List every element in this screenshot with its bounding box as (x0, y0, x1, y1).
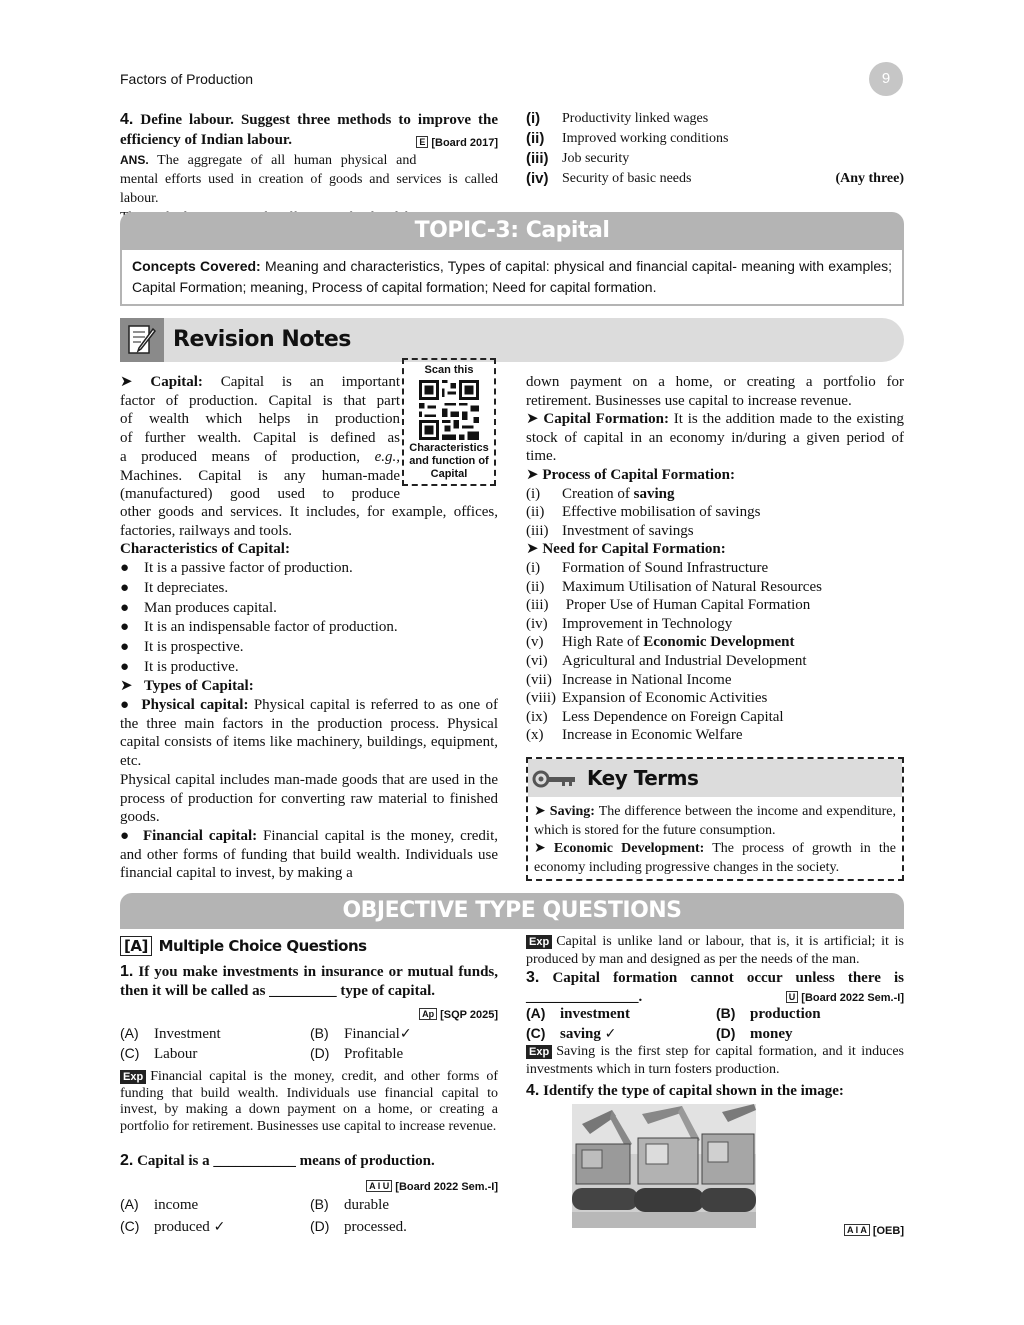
question-number: 4. (120, 111, 134, 128)
ai-understand-icon: A I U (366, 1180, 392, 1192)
running-header-title: Factors of Production (120, 71, 254, 87)
apply-icon: Ap (419, 1008, 437, 1020)
page-number: 9 (869, 62, 903, 96)
qr-code-box[interactable] (402, 358, 496, 486)
list-item: (iv) Improvement in Technology (526, 615, 733, 632)
check-mark-icon: ✓ (604, 1026, 617, 1042)
right-column-notes: down payment on a home, or creating a portfolio for retirement. Businesses use capital to increase revenue. ➤ Capital Formation: It is the addition made to the existing stock of capital in an economy in/during a given period of time. ➤ Process of Capital Formation: (i) Creation of saving (ii) Effective mobilisation of savings (iii) Investment of savings ➤ Need for Capital Formation: (i) Formation of Sound Infrastructure (ii) Maximum Utilisation of Natural Resources (iii) Proper Use of Human Capital Formation (iv) Improvement in Technology (v) High Rate of Economic Development (vi) Agricultural and Industrial Development (vii) Increase in National Income (viii) Expansion of Economic Activities (ix) Less Dependence on Foreign Capital (x) Increase in Economic Welfare (526, 374, 904, 744)
list-item: (x) Increase in Economic Welfare (526, 727, 743, 744)
concepts-text: Meaning and characteristics, Types of capital: physical and financial capital- meaning with examples; Capital Formation; meaning, Process of capital formation; Need for capital formation. (132, 258, 893, 295)
answer-text: The aggregate of all human physical and mental efforts used in creation of goods and services is called labour. (120, 153, 498, 206)
notes-pencil-icon (120, 318, 164, 362)
list-item: ● It is prospective. (120, 638, 244, 655)
topic-title: TOPIC-3: Capital (120, 212, 904, 250)
qr-code-icon (419, 380, 479, 440)
left-column-notes: other goods and services. It includes, for example, offices, factories, railways and tools. Characteristics of Capital: ● It is a passive factor of production. ● It depreciates. ● Man produces capital. ● It is an indispensable factor of production. ● It is prospective. ● It is productive. ➤ Types of Capital: ● Physical capital: Physical capital is referred to as one of the three main factors in the production process. Physical capital consists of items like machinery, buildings, equipment, etc. Physical capital includes man-made goods that are used in the process of production for converting raw material to finished goods. ● Financial capital: Financial capital is the money, credit, and other forms of funding that build wealth. Individuals use financial capital to invest, by making a (120, 504, 499, 882)
key-terms-bar (528, 759, 902, 797)
mcq-question-2: 2. Capital is a ___________ means of production. (120, 1152, 435, 1169)
revision-notes-title: Revision Notes (173, 327, 351, 352)
arrow-icon: ➤ (120, 374, 151, 390)
source-tag: U [Board 2022 Sem.-I] (730, 989, 904, 1008)
concepts-label: Concepts Covered: (132, 258, 261, 274)
exp-label: Exp (120, 1070, 146, 1084)
concepts-covered (120, 250, 904, 306)
mcq-section-heading: [A] Multiple Choice Questions (120, 935, 367, 958)
qr-caption: Characteristics and function of Capital (409, 442, 489, 480)
explanation-3: Exp Saving is the first step for capital formation, and it induces investments which in turn fosters production. (526, 1044, 904, 1077)
source-tag: A I U [Board 2022 Sem.-I] (330, 1178, 498, 1197)
option-d[interactable]: (D) processed. (310, 1218, 407, 1235)
source-tag: Ap [SQP 2025] (398, 1006, 498, 1025)
list-item: (iii) Investment of savings (526, 522, 694, 539)
list-item: ● It is productive. (120, 658, 239, 675)
explanation-2: Exp Capital is unlike land or labour, that is, it is artificial; it is produced by man and designed as per the needs of the man. (526, 934, 904, 967)
answer-label: ANS. (120, 153, 149, 167)
list-item: (iii) Job security (526, 150, 630, 167)
list-item: ● Man produces capital. (120, 599, 277, 616)
need-heading: Need for Capital Formation: (542, 541, 726, 558)
exp-label: Exp (526, 1045, 552, 1059)
ai-analyse-icon: A I A (844, 1224, 870, 1236)
list-item: (iv) Security of basic needs (Any three) (526, 170, 904, 187)
option-a[interactable]: (A) investment (526, 1005, 630, 1022)
capital-definition: ➤ Capital: Capital is an important factor of production. Capital is that part of wealth which helps in production of further wealth. Capital is defined as a produced means of production, e.g., Machines. Capital is any human-made (manufactured) good used to produce (120, 374, 400, 503)
list-item: ● It is a passive factor of production. (120, 560, 353, 577)
evaluate-icon: E (416, 136, 428, 148)
list-item: (i) Formation of Sound Infrastructure (526, 559, 769, 576)
option-a[interactable]: (A) income (120, 1196, 199, 1213)
mcq-question-3: 3. Capital formation cannot occur unless there is _______________. (526, 969, 904, 1005)
option-b[interactable]: (B) production (716, 1005, 821, 1022)
list-item: (viii) Expansion of Economic Activities (526, 690, 768, 707)
list-item: (i) Productivity linked wages (526, 110, 709, 127)
option-b[interactable]: (B) durable (310, 1196, 389, 1213)
q4-labour-block (120, 110, 498, 227)
explanation-1: Exp Financial capital is the money, credit, and other forms of funding that build wealth. Individuals use financial capital to invest, by making a down payment on a home, or creating a portfolio for retirement. Businesses use capital to increase revenue. (120, 1069, 498, 1135)
check-mark-icon: ✓ (213, 1219, 226, 1235)
characteristics-heading: Characteristics of Capital: (120, 541, 290, 558)
any-three-note: (Any three) (835, 171, 904, 186)
exp-label: Exp (526, 935, 552, 949)
list-item: (vii) Increase in National Income (526, 671, 732, 688)
source-tag: A I A [OEB] (820, 1222, 904, 1241)
mcq-options-2 (120, 1194, 498, 1238)
source-tag: [Board 2017] (431, 137, 498, 149)
list-item: (ii) Effective mobilisation of savings (526, 504, 761, 521)
list-item: (ix) Less Dependence on Foreign Capital (526, 708, 784, 725)
mcq-options-3 (526, 1004, 904, 1044)
types-heading: Types of Capital: (144, 678, 254, 695)
methods-list (526, 109, 904, 189)
option-a[interactable]: (A) Investment (120, 1025, 221, 1042)
key-terms-title: Key Terms (587, 766, 699, 790)
qr-scan-label: Scan this (424, 364, 474, 376)
list-item: (ii) Maximum Utilisation of Natural Resources (526, 578, 822, 595)
mcq-question-4: 4. Identify the type of capital shown in the image: (526, 1082, 844, 1099)
list-item: ● It is an indispensable factor of production. (120, 619, 398, 636)
list-item: (iii) Proper Use of Human Capital Formation (526, 597, 811, 614)
list-item: (i) Creation of saving (526, 485, 675, 502)
objective-questions-title: OBJECTIVE TYPE QUESTIONS (120, 893, 904, 929)
understand-icon: U (786, 991, 799, 1003)
option-c[interactable]: (C) Labour (120, 1045, 198, 1062)
option-c[interactable]: (C) saving ✓ (526, 1025, 617, 1042)
list-item: (vi) Agricultural and Industrial Development (526, 652, 807, 669)
excavator-photo (572, 1104, 756, 1228)
list-item: (ii) Improved working conditions (526, 130, 729, 147)
list-item: ● It depreciates. (120, 579, 229, 596)
option-d[interactable]: (D) money (716, 1025, 793, 1042)
key-terms-content: ➤ Saving: The difference between the income and expenditure, which is stored for the future consumption. ➤ Economic Development: The process of growth in the economy including progressive changes in the society. (534, 804, 896, 875)
process-heading: Process of Capital Formation: (542, 466, 735, 483)
mcq-options-1 (120, 1024, 498, 1064)
list-item: (v) High Rate of Economic Development (526, 634, 795, 651)
mcq-question-1: 1. If you make investments in insurance or mutual funds, then it will be called as _________ type of capital. (120, 963, 499, 999)
capital-formation-label: Capital Formation: (543, 411, 669, 428)
option-d[interactable]: (D) Profitable (310, 1045, 404, 1062)
option-b[interactable]: (B) Financial✓ (310, 1025, 412, 1042)
check-mark-icon: ✓ (399, 1026, 412, 1042)
option-c[interactable]: (C) produced ✓ (120, 1218, 226, 1235)
question-text: Define labour. Suggest three methods to improve the efficiency of Indian labour. (120, 112, 498, 148)
key-icon (532, 768, 578, 790)
